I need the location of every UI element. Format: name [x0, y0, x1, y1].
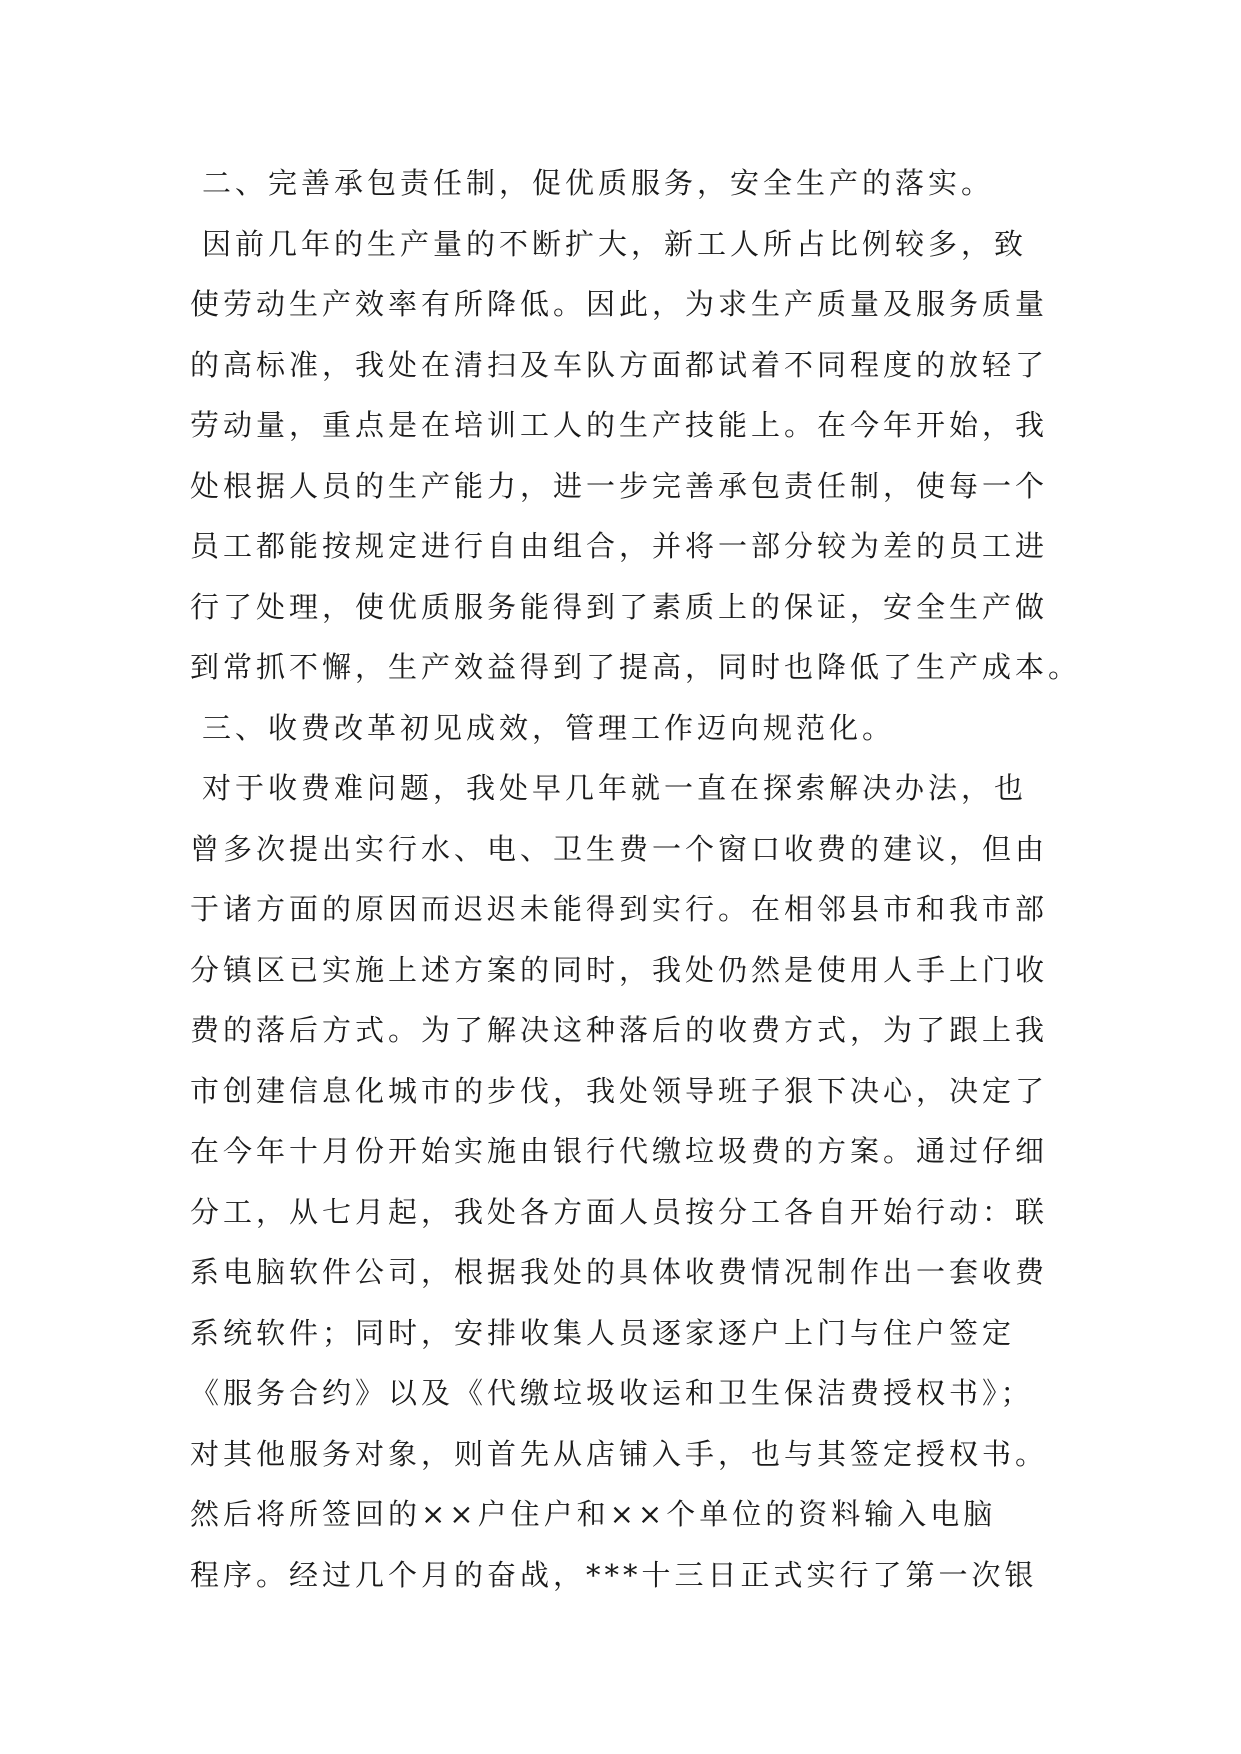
paragraph-line: 对其他服务对象，则首先从店铺入手，也与其签定授权书。	[190, 1436, 1049, 1471]
paragraph-line: 对于收费难问题，我处早几年就一直在探索解决办法，也	[202, 771, 1028, 805]
paragraph-line: 因前几年的生产量的不断扩大，新工人所占比例较多，致	[202, 226, 1028, 261]
paragraph-line: 然后将所签回的××户住户和××个单位的资料输入电脑	[190, 1497, 997, 1531]
paragraph-line: 系电脑软件公司，根据我处的具体收费情况制作出一套收费	[190, 1255, 1049, 1289]
paragraph-line: 分工，从七月起，我处各方面人员按分工各自开始行动：联	[190, 1194, 1049, 1229]
paragraph-line: 员工都能按规定进行自由组合，并将一部分较为差的员工进	[190, 529, 1049, 563]
paragraph-line: 劳动量，重点是在培训工人的生产技能上。在今年开始，我	[190, 408, 1049, 442]
paragraph-line: 的高标准，我处在清扫及车队方面都试着不同程度的放轻了	[190, 347, 1049, 382]
section-heading: 三、收费改革初见成效，管理工作迈向规范化。	[202, 710, 896, 745]
paragraph-line: 曾多次提出实行水、电、卫生费一个窗口收费的建议，但由	[190, 831, 1049, 866]
paragraph-line: 使劳动生产效率有所降低。因此，为求生产质量及服务质量	[190, 287, 1049, 321]
paragraph-line: 市创建信息化城市的步伐，我处领导班子狠下决心，决定了	[190, 1073, 1049, 1108]
section-heading: 二、完善承包责任制，促优质服务，安全生产的落实。	[202, 166, 995, 200]
paragraph-line: 程序。经过几个月的奋战，***十三日正式实行了第一次银	[190, 1557, 1038, 1592]
paragraph-line: 于诸方面的原因而迟迟未能得到实行。在相邻县市和我市部	[190, 892, 1049, 926]
paragraph-line: 分镇区已实施上述方案的同时，我处仍然是使用人手上门收	[190, 952, 1049, 987]
paragraph-line: 行了处理，使优质服务能得到了素质上的保证，安全生产做	[190, 589, 1049, 624]
paragraph-line: 系统软件；同时，安排收集人员逐家逐户上门与住户签定	[190, 1315, 1016, 1350]
paragraph-line: 《服务合约》以及《代缴垃圾收运和卫生保洁费授权书》；	[190, 1376, 1034, 1410]
paragraph-line: 到常抓不懈，生产效益得到了提高，同时也降低了生产成本。	[190, 650, 1082, 684]
document-body	[190, 153, 1082, 1605]
paragraph-line: 费的落后方式。为了解决这种落后的收费方式，为了跟上我	[190, 1013, 1049, 1047]
paragraph-line: 在今年十月份开始实施由银行代缴垃圾费的方案。通过仔细	[190, 1134, 1049, 1168]
paragraph-line: 处根据人员的生产能力，进一步完善承包责任制，使每一个	[190, 468, 1049, 503]
